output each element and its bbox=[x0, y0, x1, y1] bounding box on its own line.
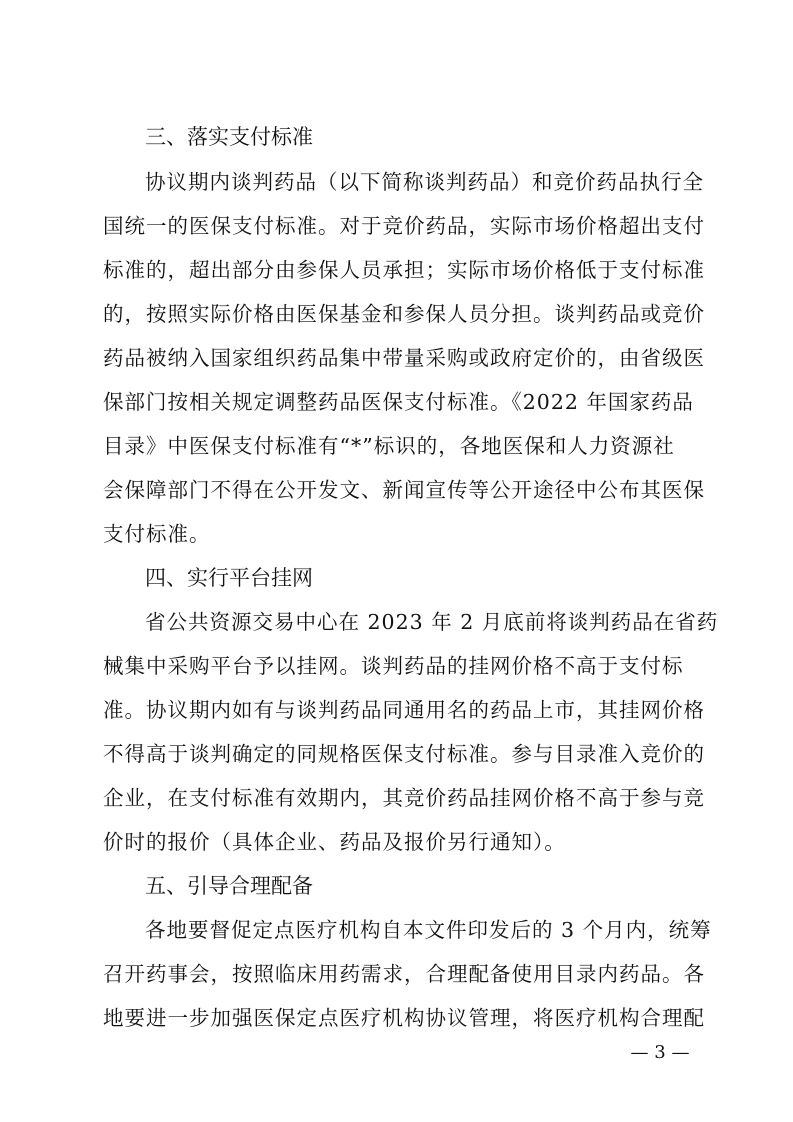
paragraph-line: 省公共资源交易中心在 2023 年 2 月底前将谈判药品在省药 bbox=[145, 610, 719, 634]
page-number: — 3 — bbox=[630, 1042, 690, 1063]
paragraph-line: 标准的，超出部分由参保人员承担；实际市场价格低于支付标准 bbox=[103, 258, 705, 282]
section-heading: 四、实行平台挂网 bbox=[145, 566, 313, 590]
paragraph-line: 械集中采购平台予以挂网。谈判药品的挂网价格不高于支付标 bbox=[103, 654, 684, 678]
paragraph-line: 保部门按相关规定调整药品医保支付标准。《2022 年国家药品 bbox=[103, 390, 694, 414]
paragraph-line: 支付标准。 bbox=[103, 522, 211, 546]
paragraph-line: 地要进一步加强医保定点医疗机构协议管理，将医疗机构合理配 bbox=[103, 1006, 705, 1030]
paragraph-line: 企业，在支付标准有效期内，其竞价药品挂网价格不高于参与竞 bbox=[103, 786, 705, 810]
section-heading: 三、落实支付标准 bbox=[145, 125, 313, 149]
paragraph-line: 准。协议期内如有与谈判药品同通用名的药品上市，其挂网价格 bbox=[103, 698, 705, 722]
paragraph-line: 会保障部门不得在公开发文、新闻宣传等公开途径中公布其医保 bbox=[103, 478, 705, 502]
section-heading: 五、引导合理配备 bbox=[145, 874, 313, 898]
paragraph-line: 的，按照实际价格由医保基金和参保人员分担。谈判药品或竞价 bbox=[103, 302, 705, 326]
paragraph-line: 药品被纳入国家组织药品集中带量采购或政府定价的，由省级医 bbox=[103, 346, 705, 370]
paragraph-line: 不得高于谈判确定的同规格医保支付标准。参与目录准入竞价的 bbox=[103, 742, 705, 766]
paragraph-line: 目录》中医保支付标准有“*”标识的，各地医保和人力资源社 bbox=[103, 434, 675, 458]
paragraph-line: 各地要督促定点医疗机构自本文件印发后的 3 个月内，统筹 bbox=[145, 918, 712, 942]
paragraph-line: 召开药事会，按照临床用药需求，合理配备使用目录内药品。各 bbox=[103, 962, 705, 986]
paragraph-line: 协议期内谈判药品（以下简称谈判药品）和竞价药品执行全 bbox=[145, 170, 704, 194]
paragraph-line: 国统一的医保支付标准。对于竞价药品，实际市场价格超出支付 bbox=[103, 214, 705, 238]
paragraph-line: 价时的报价（具体企业、药品及报价另行通知）。 bbox=[103, 830, 566, 854]
